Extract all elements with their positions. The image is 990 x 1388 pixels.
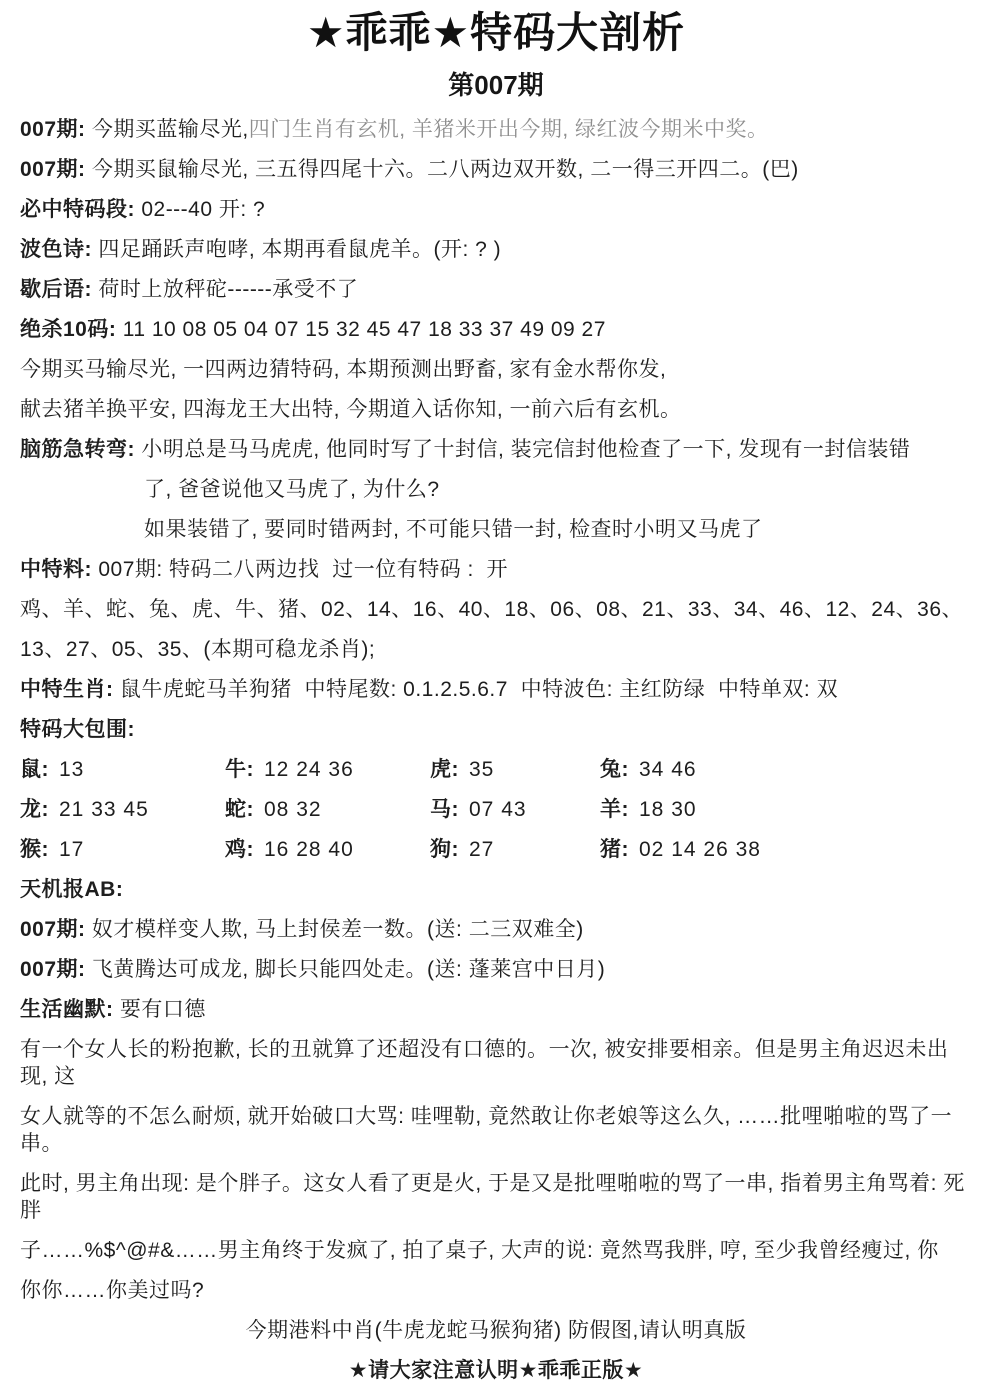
animal-rabbit: 兔: (600, 758, 629, 781)
zhongteliao-text: 007期: 特码二八两边找 过一位有特码 : 开 (92, 558, 509, 581)
line-buy-horse-1: 今期买马输尽光, 一四两边猜特码, 本期预测出野畜, 家有金水帮你发, (20, 358, 667, 381)
line-buy-blue (20, 116, 972, 143)
line-zhongte-summary (20, 676, 972, 703)
tianjibao-line-2 (20, 956, 972, 983)
baowei-cell-rooster (225, 836, 430, 863)
numbers-ox: 12 24 36 (264, 758, 354, 781)
humor-paragraph-line-2: 女人就等的不怎么耐烦, 就开始破口大骂: 哇哩勒, 竟然敢让你老娘等这么久, ……批哩啪啦的骂了一串。 (20, 1105, 953, 1155)
humor-paragraph-line-5: 你你……你美过吗? (20, 1279, 205, 1302)
must-hit-label: 必中特码段: (20, 198, 135, 221)
humor-paragraph-line-3: 此时, 男主角出现: 是个胖子。这女人看了更是火, 于是又是批哩啪啦的骂了一串, 指着男主角骂着: 死胖 (20, 1172, 965, 1222)
numbers-dog: 27 (469, 838, 495, 861)
numbers-rabbit: 34 46 (639, 758, 697, 781)
baowei-cell-ox (225, 756, 430, 783)
doc-title: ★乖乖★特码大剖析 (306, 9, 686, 56)
line-must-hit-segment (20, 196, 972, 223)
tianjibao-line-1-text: 奴才模样变人欺, 马上封侯差一数。(送: 二三双难全) (85, 918, 584, 941)
baowei-cell-goat (600, 796, 972, 823)
humor-paragraph-line-1: 有一个女人长的粉抱歉, 长的丑就算了还超没有口德的。一次, 被安排要相亲。但是男主角迟迟未出现, 这 (20, 1038, 949, 1088)
kill-10-codes-text: 11 10 08 05 04 07 15 32 45 47 18 33 37 49 09 27 (116, 318, 606, 341)
brain-teaser-text: 小明总是马马虎虎, 他同时写了十封信, 装完信封他检查了一下, 发现有一封信装错 (135, 438, 911, 461)
tianjibao-line-1-label: 007期: (20, 918, 86, 941)
line-buy-blue-dark: 今期买蓝输尽光, (85, 118, 249, 141)
line-zodiac-codes-1: 鸡、羊、蛇、兔、虎、牛、猪、02、14、16、40、18、06、08、21、33、34、46、12、24、36、 (20, 598, 964, 621)
baowei-cell-rat (20, 756, 225, 783)
xiehouyu-text: 荷时上放秤砣------承受不了 (92, 278, 359, 301)
numbers-goat: 18 30 (639, 798, 697, 821)
brain-teaser-label: 脑筋急转弯: (20, 438, 135, 461)
baowei-cell-monkey (20, 836, 225, 863)
line-zodiac-codes-2: 13、27、05、35、(本期可稳龙杀肖); (20, 638, 376, 661)
kill-10-codes-label: 绝杀10码: (20, 318, 117, 341)
footer-hk-note: 今期港料中肖(牛虎龙蛇马猴狗猪) 防假图,请认明真版 (245, 1319, 747, 1342)
numbers-horse: 07 43 (469, 798, 527, 821)
baowei-cell-pig (600, 836, 972, 863)
line-kill-10-codes (20, 316, 972, 343)
animal-rooster: 鸡: (225, 838, 254, 861)
numbers-snake: 08 32 (264, 798, 322, 821)
baowei-row-1 (20, 756, 972, 783)
humor-heading-label: 生活幽默: (20, 998, 114, 1021)
line-buy-blue-label: 007期: (20, 118, 86, 141)
line-buy-rat (20, 156, 972, 183)
line-brain-teaser-answer: 如果装错了, 要同时错两封, 不可能只错一封, 检查时小明又马虎了 (144, 518, 763, 541)
baowei-row-2 (20, 796, 972, 823)
humor-heading (20, 996, 972, 1023)
baowei-cell-snake (225, 796, 430, 823)
line-zhongteliao (20, 556, 972, 583)
baowei-cell-dragon (20, 796, 225, 823)
bose-poem-label: 波色诗: (20, 238, 92, 261)
must-hit-text: 02---40 开: ? (135, 198, 266, 221)
numbers-monkey: 17 (59, 838, 85, 861)
line-buy-horse-2: 献去猪羊换平安, 四海龙王大出特, 今期道入话你知, 一前六后有玄机。 (20, 398, 682, 421)
baowei-cell-rabbit (600, 756, 972, 783)
numbers-dragon: 21 33 45 (59, 798, 149, 821)
footer-genuine-note: ★请大家注意认明★乖乖正版★ (348, 1359, 644, 1382)
tianjibao-line-1 (20, 916, 972, 943)
line-brain-teaser-cont: 了, 爸爸说他又马虎了, 为什么? (144, 478, 440, 501)
baowei-cell-dog (430, 836, 600, 863)
tianjibao-line-2-text: 飞黄腾达可成龙, 脚长只能四处走。(送: 蓬莱宫中日月) (85, 958, 606, 981)
numbers-pig: 02 14 26 38 (639, 838, 761, 861)
xiehouyu-label: 歇后语: (20, 278, 92, 301)
line-brain-teaser (20, 436, 972, 463)
zhongteliao-label: 中特料: (20, 558, 92, 581)
line-bose-poem (20, 236, 972, 263)
bose-poem-text: 四足踊跃声咆哮, 本期再看鼠虎羊。(开: ? ) (92, 238, 502, 261)
baowei-row-3 (20, 836, 972, 863)
numbers-tiger: 35 (469, 758, 495, 781)
numbers-rooster: 16 28 40 (264, 838, 354, 861)
humor-heading-text: 要有口德 (113, 998, 206, 1021)
numbers-rat: 13 (59, 758, 85, 781)
line-buy-blue-faded: 四门生肖有玄机, 羊猪米开出今期, 绿红波今期米中奖。 (248, 118, 769, 141)
line-buy-rat-label: 007期: (20, 158, 86, 181)
animal-ox: 牛: (225, 758, 254, 781)
animal-snake: 蛇: (225, 798, 254, 821)
zhongte-summary-text: 鼠牛虎蛇马羊狗猪 中特尾数: 0.1.2.5.6.7 中特波色: 主红防绿 中特单双: 双 (113, 678, 839, 701)
tianjibao-heading: 天机报AB: (20, 878, 124, 901)
animal-dragon: 龙: (20, 798, 49, 821)
animal-horse: 马: (430, 798, 459, 821)
issue-number: 第007期 (448, 70, 544, 100)
baowei-cell-tiger (430, 756, 600, 783)
animal-monkey: 猴: (20, 838, 49, 861)
animal-tiger: 虎: (430, 758, 459, 781)
baowei-heading: 特码大包围: (20, 718, 135, 741)
humor-paragraph-line-4: 子……%$^@#&……男主角终于发疯了, 拍了桌子, 大声的说: 竟然骂我胖, 哼, 至少我曾经瘦过, 你 (20, 1239, 939, 1262)
line-buy-rat-text: 今期买鼠输尽光, 三五得四尾十六。二八两边双开数, 二一得三开四二。(巴) (85, 158, 799, 181)
line-xiehouyu (20, 276, 972, 303)
animal-dog: 狗: (430, 838, 459, 861)
animal-pig: 猪: (600, 838, 629, 861)
animal-rat: 鼠: (20, 758, 49, 781)
zhongte-summary-label: 中特生肖: (20, 678, 114, 701)
baowei-cell-horse (430, 796, 600, 823)
tianjibao-line-2-label: 007期: (20, 958, 86, 981)
animal-goat: 羊: (600, 798, 629, 821)
